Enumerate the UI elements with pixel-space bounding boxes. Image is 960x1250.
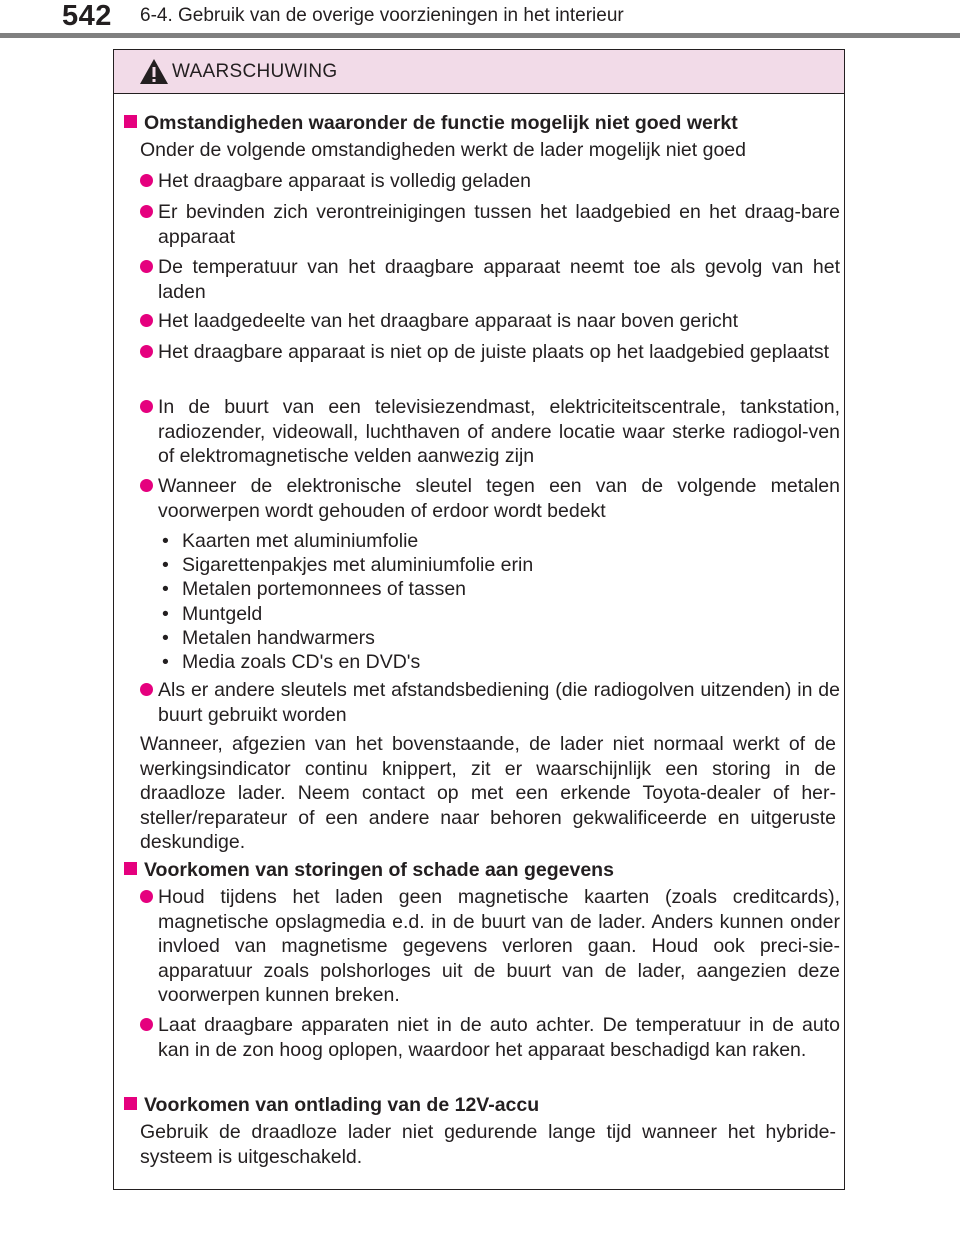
round-bullet-icon (140, 205, 153, 218)
square-bullet-icon (124, 1097, 137, 1110)
list-item: Het draagbare apparaat is volledig geladen (140, 169, 840, 194)
section-heading: Voorkomen van storingen of schade aan gegevens (124, 858, 614, 883)
section-text: Gebruik de draadloze lader niet gedurende lange tijd wanneer het hybride-systeem is uitgeschakeld. (140, 1121, 836, 1168)
section-heading: Voorkomen van ontlading van de 12V-accu (124, 1093, 539, 1118)
round-bullet-icon (140, 174, 153, 187)
round-bullet-icon (140, 400, 153, 413)
list-item: Het laadgedeelte van het draagbare apparaat is naar boven gericht (140, 309, 840, 334)
sub-list-item: • Muntgeld (162, 603, 263, 625)
sub-list-item: • Media zoals CD's en DVD's (162, 651, 421, 673)
list-item: Er bevinden zich verontreinigingen tussen het laadgebied en het draag-bare apparaat (140, 200, 840, 249)
list-item: De temperatuur van het draagbare apparaat neemt toe als gevolg van het laden (140, 255, 840, 304)
sub-list-item: • Sigarettenpakjes met aluminiumfolie erin (162, 554, 534, 576)
section-heading: Omstandigheden waaronder de functie mogelijk niet goed werkt (124, 111, 738, 136)
square-bullet-icon (124, 115, 137, 128)
warning-triangle-icon (139, 58, 169, 85)
section-closing: Wanneer, afgezien van het bovenstaande, de lader niet normaal werkt of de werkingsindicator continu knippert, zit er waarschijnlijk een storing in de draadloze lader. Neem contact op met een erkende Toyota-dealer of her-steller/reparateur of een andere naar behoren gekwalificeerde en uitgeruste deskundige. (140, 733, 836, 853)
round-bullet-icon (140, 314, 153, 327)
warning-label: WAARSCHUWING (172, 61, 338, 82)
round-bullet-icon (140, 260, 153, 273)
round-bullet-icon (140, 479, 153, 492)
square-bullet-icon (124, 862, 137, 875)
warning-box (113, 49, 845, 1190)
sub-list-item: • Kaarten met aluminiumfolie (162, 530, 419, 552)
list-item: Als er andere sleutels met afstandsbediening (die radiogolven uitzenden) in de buurt gebruikt worden (140, 678, 840, 727)
round-bullet-icon (140, 890, 153, 903)
round-bullet-icon (140, 683, 153, 696)
list-item: Houd tijdens het laden geen magnetische kaarten (zoals creditcards), magnetische opslagmedia e.d. in de buurt van de lader. Anders kunnen onder invloed van magnetisme gegevens verloren gaan. Houd ook preci-sie-apparatuur zoals polshorloges uit de buurt van de lader, aangezien deze voorwerpen kunnen breken. (140, 885, 840, 1008)
list-item: Laat draagbare apparaten niet in de auto achter. De temperatuur in de auto kan in de zon hoog oplopen, waardoor het apparaat beschadigd kan raken. (140, 1013, 840, 1062)
header-divider (0, 33, 960, 38)
list-item: Het draagbare apparaat is niet op de juiste plaats op het laadgebied geplaatst (140, 340, 840, 365)
page-number: 542 (62, 0, 112, 32)
section-title: 6-4. Gebruik van de overige voorzieningen in het interieur (140, 5, 624, 26)
sub-list-item: • Metalen portemonnees of tassen (162, 578, 467, 600)
list-item: Wanneer de elektronische sleutel tegen een van de volgende metalen voorwerpen wordt gehouden of erdoor wordt bedekt (140, 474, 840, 523)
sub-list-item: • Metalen handwarmers (162, 627, 375, 649)
round-bullet-icon (140, 1018, 153, 1031)
round-bullet-icon (140, 345, 153, 358)
warning-header (114, 50, 844, 94)
list-item: In de buurt van een televisiezendmast, elektriciteitscentrale, tankstation, radiozender, videowall, luchthaven of andere locatie waar sterke radiogol-ven of elektromagnetische velden aanwezig zijn (140, 395, 840, 469)
section-intro: Onder de volgende omstandigheden werkt de lader mogelijk niet goed (140, 139, 746, 161)
